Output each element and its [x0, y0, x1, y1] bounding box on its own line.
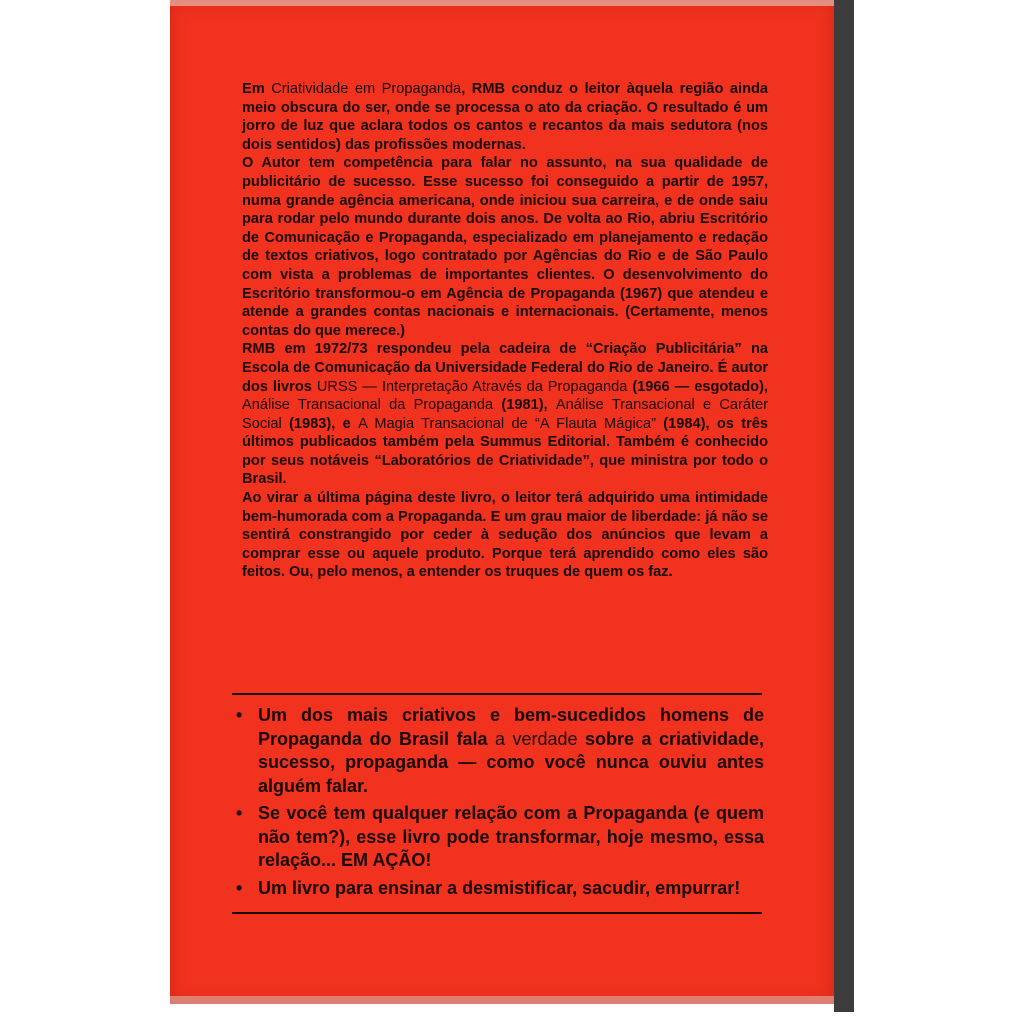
cover-wear-bottom	[170, 996, 834, 1004]
work-title: A Magia Transacional de “A Flauta Mágica”	[358, 415, 656, 432]
synopsis-text	[242, 80, 768, 582]
paragraph-closing: Ao virar a última página deste livro, o leitor terá adquirido uma intimidade bem-humorada com a Propaganda. E um grau maior de liberdade: já não se sentirá constrangido por ceder à sedução dos anúncios que levam a comprar esse ou aquele produto. Porque terá aprendido como eles são feitos. Ou, pelo menos, a entender os truques de quem os faz.	[242, 490, 768, 581]
work-title: Análise Transacional e Caráter Social	[242, 397, 769, 432]
list-item: • Um dos mais criativos e bem-sucedidos homens de Propaganda do Brasil fala a verdade sobre a criatividade, sucesso, propaganda — como você nunca ouviu antes alguém falar.	[236, 705, 765, 796]
bullet-icon: •	[236, 705, 243, 725]
work-title: URSS — Interpretação Através da Propaganda	[316, 378, 628, 395]
paragraph-works: RMB em 1972/73 respondeu pela cadeira de “Criação Publicitária” na Escola de Comunicação da Universidade Federal do Rio de Janeiro. É autor dos livros URSS — Interpretação Através da Propaganda (1966 — esgotado), Análise Transacional da Propaganda (1981), Análise Transacional e Caráter Social (1983), e A Magia Transacional de “A Flauta Mágica” (1984), os três últimos publicados também pela Summus Editorial. Também é conhecido por seus notáveis “Laboratórios de Criatividade”, que ministra por todo o Brasil.	[242, 341, 769, 488]
list-item: • Se você tem qualquer relação com a Propaganda (e quem não tem?), esse livro pode transformar, hoje mesmo, essa relação... EM AÇÃO!	[236, 803, 764, 870]
bullet-icon: •	[236, 803, 243, 823]
highlights-list	[232, 704, 764, 904]
list-item: • Um livro para ensinar a desmistificar, sacudir, empurrar!	[232, 877, 764, 901]
divider-bottom	[232, 912, 762, 914]
work-title: Análise Transacional da Propaganda	[242, 397, 494, 414]
bullet-icon: •	[236, 877, 243, 898]
book-spine-edge	[834, 0, 854, 1012]
paragraph-author: O Autor tem competência para falar no assunto, na sua qualidade de publicitário de sucesso. Esse sucesso foi conseguido a partir de 1957, numa grande agência americana, onde iniciou sua carreira, e de onde saiu para rodar pelo mundo durante dois anos. De volta ao Rio, abriu Escritório de Comunicação e Propaganda, especializado em planejamento e redação de textos criativos, logo contratado por Agências do Rio e de São Paulo com vista a problemas de importantes clientes. O desenvolvimento do Escritório transformou-o em Agência de Propaganda (1967) que atendeu e atende a grandes contas nacionais e internacionais. (Certamente, menos contas do que merece.)	[242, 155, 768, 339]
book-title: Criatividade em Propaganda	[271, 81, 462, 97]
book-back-cover	[170, 0, 834, 1004]
paragraph-intro: Em Criatividade em Propaganda, RMB conduz o leitor àquela região ainda meio obscura do ser, onde se processa o ato da criação. O resultado é um jorro de luz que aclara todos os cantos e recantos da mais sedutora (nos dois sentidos) das profissões modernas.	[242, 81, 769, 153]
divider-top	[232, 693, 762, 695]
cover-wear-top	[170, 0, 834, 6]
